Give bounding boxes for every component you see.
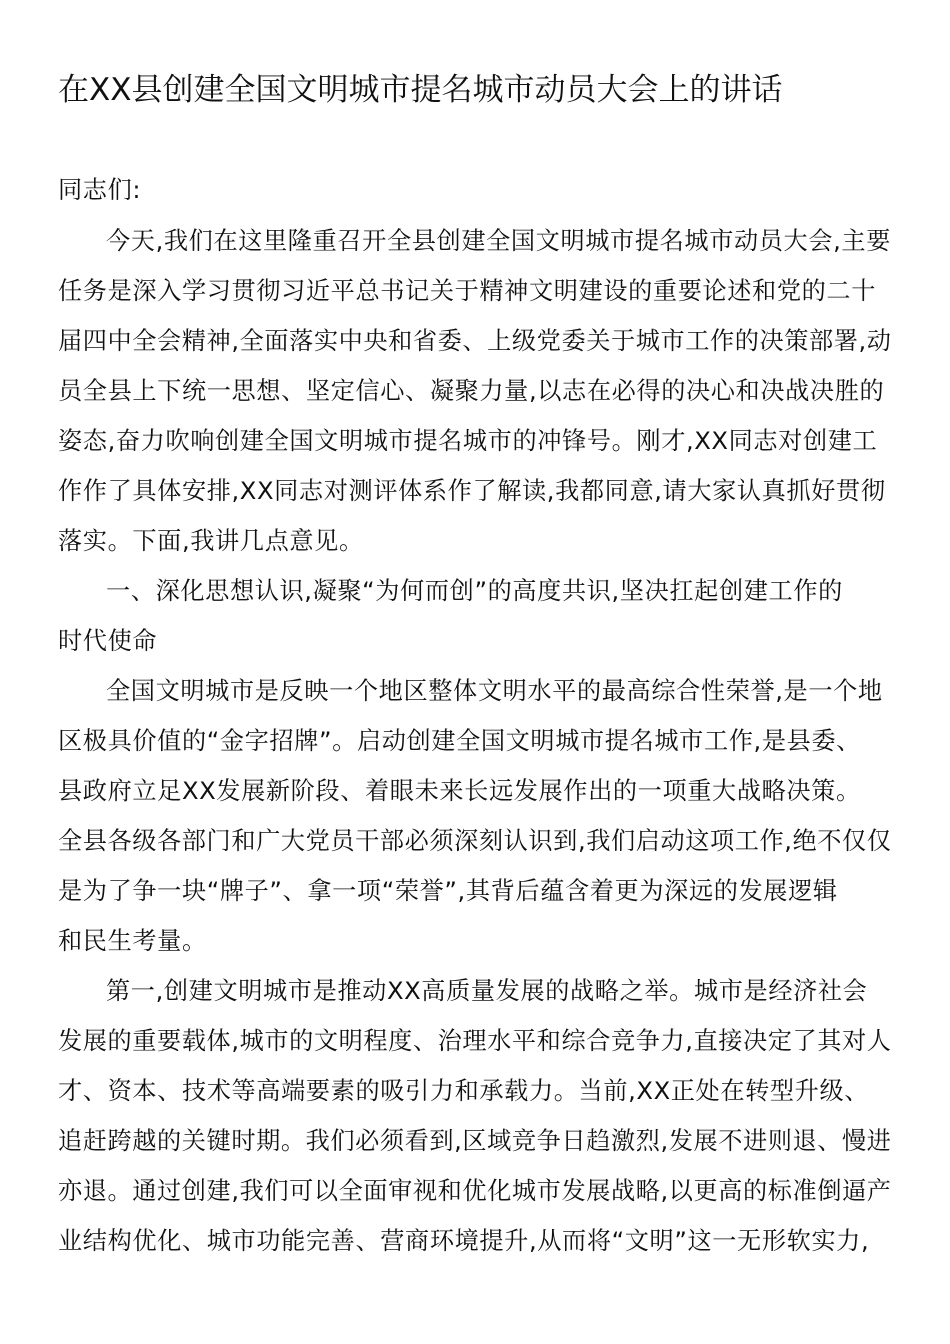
paragraph-line: 同志们: [58, 176, 142, 204]
paragraph-line: 任务是深入学习贯彻习近平总书记关于精神文明建设的重要论述和党的二十 [58, 277, 876, 305]
paragraph-first-line: 一、深化思想认识,凝聚“为何而创”的高度共识,坚决扛起创建工作的 [106, 577, 843, 605]
paragraph-line: 员全县上下统一思想、坚定信心、凝聚力量,以志在必得的决心和决战决胜的 [58, 377, 885, 405]
paragraph-line: 县政府立足XX发展新阶段、着眼未来长远发展作出的一项重大战略决策。 [58, 777, 861, 805]
paragraph-line: 追赶跨越的关键时期。我们必须看到,区域竞争日趋激烈,发展不进则退、慢进 [58, 1127, 892, 1155]
paragraph-line: 届四中全会精神,全面落实中央和省委、上级党委关于城市工作的决策部署,动 [58, 327, 892, 355]
paragraph-line: 业结构优化、城市功能完善、营商环境提升,从而将“文明”这一无形软实力, [58, 1227, 870, 1255]
paragraph-line: 作作了具体安排,XX同志对测评体系作了解读,我都同意,请大家认真抓好贯彻 [58, 477, 886, 505]
paragraph-line: 亦退。通过创建,我们可以全面审视和优化城市发展战略,以更高的标准倒逼产 [58, 1177, 892, 1205]
paragraph-first-line: 全国文明城市是反映一个地区整体文明水平的最高综合性荣誉,是一个地 [106, 677, 883, 705]
paragraph-first-line: 第一,创建文明城市是推动XX高质量发展的战略之举。城市是经济社会 [106, 977, 868, 1005]
document-title: 在XX县创建全国文明城市提名城市动员大会上的讲话 [58, 72, 783, 108]
paragraph-line: 和民生考量。 [58, 927, 207, 955]
paragraph-first-line: 今天,我们在这里隆重召开全县创建全国文明城市提名城市动员大会,主要 [106, 227, 891, 255]
paragraph-line: 全县各级各部门和广大党员干部必须深刻认识到,我们启动这项工作,绝不仅仅 [58, 827, 892, 855]
paragraph-line: 区极具价值的“金字招牌”。启动创建全国文明城市提名城市工作,是县委、 [58, 727, 861, 755]
paragraph-line: 是为了争一块“牌子”、拿一项“荣誉”,其背后蕴含着更为深远的发展逻辑 [58, 877, 838, 905]
paragraph-line: 姿态,奋力吹响创建全国文明城市提名城市的冲锋号。刚才,XX同志对创建工 [58, 427, 878, 455]
paragraph-line: 发展的重要载体,城市的文明程度、治理水平和综合竞争力,直接决定了其对人 [58, 1027, 892, 1055]
paragraph-line: 落实。下面,我讲几点意见。 [58, 527, 364, 555]
paragraph-line: 才、资本、技术等高端要素的吸引力和承载力。当前,XX正处在转型升级、 [58, 1077, 870, 1105]
paragraph-line: 时代使命 [58, 627, 158, 655]
